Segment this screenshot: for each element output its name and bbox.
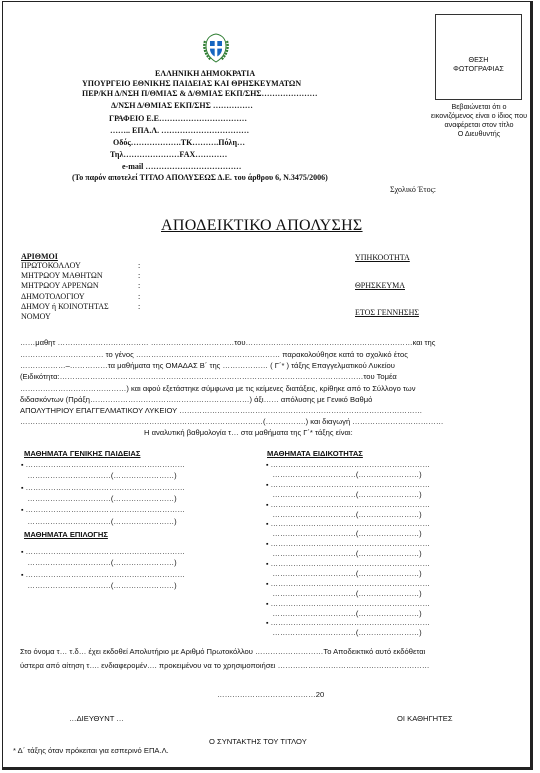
photo-box-label-2: ΦΩΤΟΓΡΑΦΙΑΣ [453,64,504,73]
regional-directorate: ΠΕΡ/ΚΗ Δ/ΝΣΗ Π/ΘΜΙΑΣ & Δ/ΘΜΙΑΣ ΕΚΠ/ΣΗΣ………………… [82,89,318,98]
principal-signature-label: …ΔΙΕΥΘΥΝΤ … [69,714,124,723]
specialty-subject-line: ……………………………(……………………) [272,628,422,638]
photo-box-label-1: ΘΕΣΗ [468,55,489,64]
bullet-icon: ▪ [266,541,271,549]
specialty-subject-row [266,460,430,469]
specialty-subject-line: ……………………………………………………… [270,499,430,509]
specialty-subject-row [266,628,422,637]
specialty-subject-line: ……………………………………………………… [270,578,430,588]
certify-line-3: αναφέρεται στον τίτλο [444,120,514,129]
specialty-subject-line: ……………………………(……………………) [272,489,422,499]
photo-placeholder-box [435,14,522,100]
specialty-subject-line: ……………………………………………………… [270,519,430,529]
citizenship-label: ΥΠΗΚΟΟΤΗΤΑ [355,253,410,262]
specialty-subject-row [266,618,430,627]
bullet-icon: ▪ [266,481,271,489]
issuer-label: Ο ΣΥΝΤΑΚΤΗΣ ΤΟΥ ΤΙΤΛΟΥ [209,737,307,746]
body-line-2: …………………………… το γένος ………………………………………………… παρακολούθησε κατά το σχολικό έτος [20,350,408,359]
general-subject-row [21,483,185,492]
body-line-1: ……μαθητ ……………………………… ……………………………του…………………………………………………………και της [20,338,436,347]
general-subject-row [21,460,185,469]
specialty-subject-row [266,589,422,598]
specialty-subject-row [266,480,430,489]
footer-line-2: ύστερα από αίτηση τ…. ενδιαφερομέν…. προκειμένου να το χρησιμοποιήσει …………………………………………………… [20,661,430,670]
certify-line-4: Ο Διευθυντής [457,129,501,138]
specialty-subject-line: ……………………………(……………………) [272,549,422,559]
specialty-subject-line: ……………………………(……………………) [272,608,422,618]
colon: : [138,281,141,291]
body-line-3: ………………–……………τα μαθήματα της ΟΜΑΔΑΣ Β΄ της ……………… ( Γ΄* ) τάξης Επαγγελματικού Λυκείου [20,361,395,370]
certificate-page [2,1,533,770]
specialty-subject-row [266,490,422,499]
specialty-subject-row [266,500,430,509]
specialty-subject-line: ……………………………………………………… [270,539,430,549]
bullet-icon: ▪ [266,521,271,529]
birth-year-label: ΕΤΟΣ ΓΕΝΝΗΣΗΣ [355,308,419,317]
specialty-subject-row [266,549,422,558]
specialty-subject-row [266,510,422,519]
bullet-icon: ▪ [266,620,271,628]
legal-note: (Το παρόν αποτελεί ΤΙΤΛΟ ΑΠΟΛΥΣΕΩΣ Δ.Ε. του άρθρου 6, Ν.3475/2006) [72,173,328,182]
specialty-subject-row [266,579,430,588]
specialty-subject-line: ……………………………………………………… [270,598,430,608]
specialty-subject-row [266,609,422,618]
school-field: …….. ΕΠΑ.Λ. …………………………… [110,126,250,135]
bullet-icon: ▪ [266,561,271,568]
bullet-icon: ▪ [21,484,26,492]
number-row-student-registry: ΜΗΤΡΩΟΥ ΜΑΘΗΤΩΝ [21,271,103,281]
specialty-subject-line: ……………………………(……………………) [272,509,422,519]
general-subject-line: ……………………………(……………………) [27,493,177,503]
elective-subject-row [21,581,177,590]
body-line-5: ……………………………………) και αφού εξετάστηκε σύμφωνα με τις κείμενες διατάξεις, κρίθηκε από το Σύλλογο των [20,384,416,393]
elective-subjects-heading: ΜΑΘΗΜΑΤΑ ΕΠΙΛΟΓΗΣ [24,530,108,539]
body-line-7: ΑΠΟΛΥΤΗΡΙΟΥ ΕΠΑΓΓΕΛΜΑΤΙΚΟΥ ΛΥΚΕΙΟΥ …………………………………………………………………………………… [20,406,423,415]
numbers-heading: ΑΡΙΘΜΟΙ [21,252,58,261]
email-field: e-mail ……………………………… [122,162,242,171]
general-subject-row [21,517,177,526]
elective-subject-row [21,547,185,556]
certify-line-2: εικονιζόμενος είναι ο ίδιος που [430,111,528,120]
footer-line-1: Στο όνομα τ… τ.δ… έχει εκδοθεί Απολυτήριο με Αριθμό Πρωτοκόλλου ………………………Το Αποδεικτικό αυτό εκδόθεται [20,647,426,656]
elective-subject-line: ……………………………(……………………) [27,558,177,568]
elective-subject-line: ……………………………………………………… [25,547,185,556]
general-subject-row [21,505,185,514]
specialty-subject-row [266,559,430,568]
bullet-icon: ▪ [21,507,26,515]
bullet-icon: ▪ [266,501,271,509]
state-name: ΕΛΛΗΝΙΚΗ ΔΗΜΟΚΡΑΤΙΑ [155,69,256,78]
general-subject-line: ……………………………………………………… [25,460,185,469]
teachers-signature-label: ΟΙ ΚΑΘΗΓΗΤΕΣ [397,714,453,723]
elective-subject-line: ……………………………(……………………) [27,580,177,590]
specialty-subject-row [266,539,430,548]
elective-subject-line: ……………………………………………………… [25,569,185,579]
general-subjects-heading: ΜΑΘΗΜΑΤΑ ΓΕΝΙΚΗΣ ΠΑΙΔΕΙΑΣ [24,449,141,458]
specialty-subject-line: ……………………………(……………………) [272,588,422,598]
specialty-subject-line: ……………………………(……………………) [272,568,422,578]
address-field: Οδός……………….ΤΚ……….Πόλη… [113,138,246,147]
specialty-subject-row [266,519,430,528]
specialty-subjects-heading: ΜΑΘΗΜΑΤΑ ΕΙΔΙΚΟΤΗΤΑΣ [267,449,363,458]
bullet-icon: ▪ [266,580,271,588]
body-line-6: διδασκόντων (Πράξη………………………………………………………) άξι…… απόλυσης με Γενικό Βαθμό [20,395,373,404]
specialty-subject-line: ……………………………………………………… [270,559,430,568]
body-line-8: ……………………………………………………………………………………(…………….) και διαγωγή ……………………………… [20,417,444,426]
number-row-prefecture: ΝΟΜΟΥ [21,312,51,322]
bullet-icon: ▪ [266,462,271,469]
footnote: * Δ΄ τάξης όταν πρόκειται για εσπερινό ΕΠΑ.Λ. [13,746,169,755]
specialty-subject-row [266,599,430,608]
school-year-label: Σχολικό Έτος: [390,185,436,194]
certify-line-1: Βεβαιώνεται ότι ο [451,102,507,111]
religion-label: ΘΡΗΣΚΕΥΜΑ [355,281,405,290]
specialty-subject-row [266,529,422,538]
specialty-subject-row [266,470,422,479]
specialty-subject-line: ……………………………………………………… [270,460,430,469]
colon: : [138,261,141,270]
date-line: …………………………………20 [217,690,325,699]
elective-subject-row [21,558,177,567]
bullet-icon: ▪ [21,462,26,469]
bullet-icon: ▪ [21,549,26,556]
ministry-name: ΥΠΟΥΡΓΕΙΟ ΕΘΝΙΚΗΣ ΠΑΙΔΕΙΑΣ ΚΑΙ ΘΡΗΣΚΕΥΜΑΤΩΝ [82,79,302,88]
specialty-subject-row [266,569,422,578]
body-line-4: (Ειδικότητα:…………………………………………………………………………………………………………του Τομέα [20,372,397,381]
phone-fax-field: Τηλ…………………FAX………… [110,150,228,159]
general-subject-line: ……………………………………………………… [25,505,185,515]
specialty-subject-line: ……………………………………………………… [270,618,430,628]
general-subject-row [21,471,177,480]
elective-subject-row [21,570,185,579]
bullet-icon: ▪ [266,600,271,608]
number-row-municipality: ΔΗΜΟΥ ή ΚΟΙΝΟΤΗΤΑΣ [21,301,109,311]
specialty-subject-line: ……………………………………………………… [270,479,430,489]
general-subject-line: ……………………………(……………………) [27,471,177,481]
office-field: ΓΡΑΦΕΙΟ Ε.Ε…………………………… [109,114,247,123]
general-subject-line: ……………………………………………………… [25,482,185,492]
document-title: ΑΠΟΔΕΙΚΤΙΚΟ ΑΠΟΛΥΣΗΣ [161,217,363,234]
specialty-subject-line: ……………………………(……………………) [272,469,422,479]
numbers-colons [138,261,140,312]
colon: : [138,291,141,301]
number-row-protocol: ΠΡΩΤΟΚΟΛΛΟΥ [21,261,81,270]
numbers-list [21,261,109,322]
general-subject-row [21,494,177,503]
number-row-municipal-registry: ΔΗΜΟΤΟΛΟΓΙΟΥ [21,291,85,301]
number-row-male-registry: ΜΗΤΡΩΟΥ ΑΡΡΕΝΩΝ [21,281,99,291]
greek-emblem-icon [202,33,230,63]
colon: : [138,301,141,311]
bullet-icon: ▪ [21,571,26,579]
specialty-subject-line: ……………………………(……………………) [272,529,422,539]
general-subject-line: ……………………………(……………………) [27,516,177,526]
secondary-directorate: Δ/ΝΣΗ Δ/ΘΜΙΑΣ ΕΚΠ/ΣΗΣ …………… [111,101,253,110]
colon: : [138,271,141,281]
grades-intro: Η αναλυτική βαθμολογία τ… στα μαθήματα της Γ΄* τάξης είναι: [144,428,353,437]
